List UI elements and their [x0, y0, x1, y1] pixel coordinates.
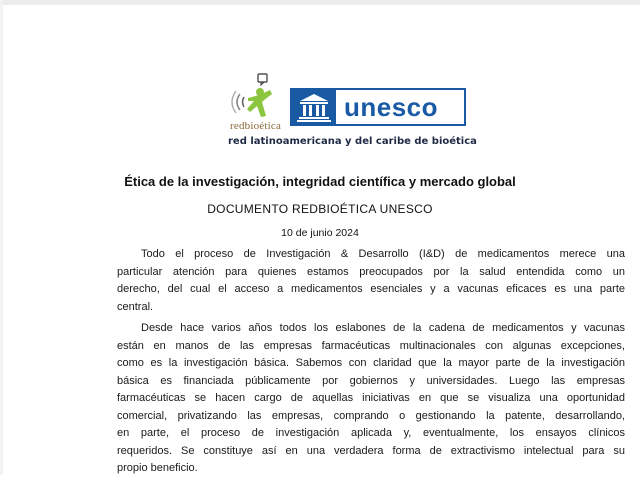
- paragraph-line: Desde hace varios años todos los eslabones de la cadena de medicamentos y vacunas: [141, 322, 625, 334]
- paragraph-line: particular atención para quienes estamos preocupados por la salud entendida como un: [117, 265, 625, 278]
- paragraph-line: están en manos de las empresas farmacéuticas multinacionales con algunas excepciones,: [117, 339, 625, 352]
- paragraph-line: derecho, del cual el acceso a medicamentos esenciales y a vacunas eficaces es una parte: [117, 283, 625, 295]
- paragraph-line: Todo el proceso de Investigación & Desarrollo (I&D) de medicamentos merece una: [141, 248, 625, 260]
- paragraph-line: comercial, privatizando las empresas, comprando o gestionando la patente, desarrollando,: [117, 409, 625, 422]
- unesco-logo: [290, 88, 466, 126]
- page-top-edge: [0, 0, 640, 5]
- paragraph-line: básica es financiada públicamente por gobiernos y universidades. Luego las empresas: [117, 374, 625, 387]
- document-date: 10 de junio 2024: [281, 227, 359, 239]
- document-subtitle: DOCUMENTO REDBIOÉTICA UNESCO: [207, 202, 433, 216]
- paragraph-2: [117, 320, 625, 478]
- paragraph-line: central.: [117, 300, 154, 313]
- header-logos: [228, 72, 478, 152]
- redbioetica-emblem-icon: [228, 72, 288, 124]
- network-name: red latinoamericana y del caribe de bioética: [228, 136, 477, 147]
- paragraph-line: farmacéuticas se hacen cargo de aquellas iniciativas en que se visualiza una oportunidad: [117, 392, 625, 404]
- redbioetica-wordmark: redbioética: [230, 120, 282, 132]
- unesco-temple-icon: [292, 90, 336, 124]
- paragraph-line: como es la investigación básica. Sabemos con claridad que la mayor parte de la investigación: [117, 357, 625, 369]
- redbioetica-logo: [228, 72, 288, 132]
- paragraph-line: propio beneficio.: [117, 462, 198, 474]
- paragraph-line: en parte, el proceso de investigación aplicada y, eventualmente, los ensayos clínicos: [117, 427, 625, 439]
- document-title: Ética de la investigación, integridad científica y mercado global: [124, 174, 516, 189]
- paragraph-line: requeridos. Se constituye así en una verdadera forma de extractivismo intelectual para su: [117, 444, 625, 457]
- paragraph-1: [117, 246, 625, 316]
- unesco-wordmark: unesco: [344, 92, 439, 122]
